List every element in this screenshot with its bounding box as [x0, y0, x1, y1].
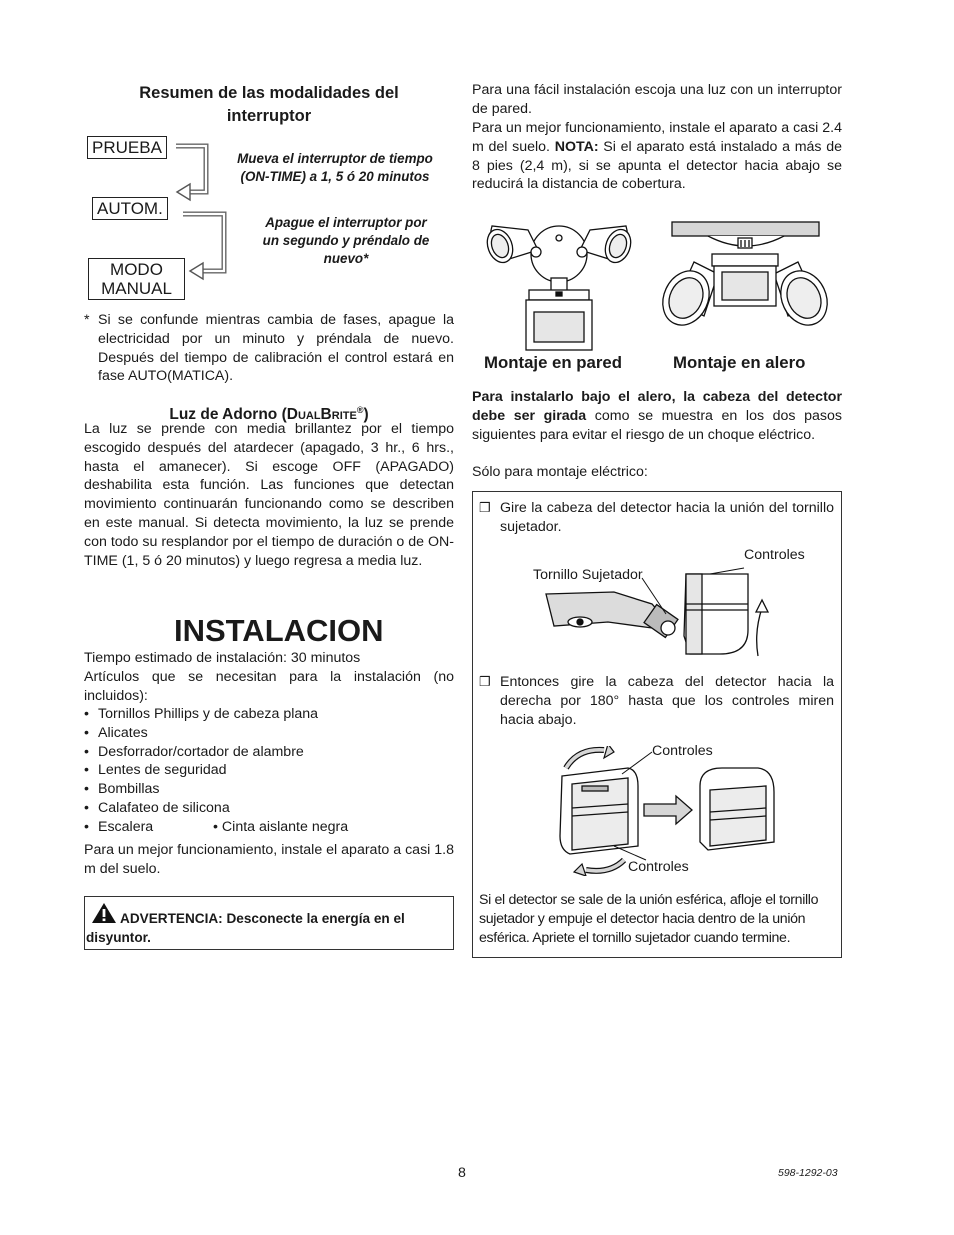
height-note-part-1: Para un mejor funcionamiento, instale el aparato a casi 2.4 m del suelo.: [472, 120, 842, 155]
summary-title-line-1: Resumen de las modalidades del: [139, 84, 399, 102]
dualbrite-body: La luz se prende con media brillantez por el tiempo escogido después del atardecer (apagado, 3 hr., 6 hrs., hasta el amanecer). Si escoge OFF (APAGADO) deshabilita esta función. Las funciones que detectan movimiento continuarán funcionando como se describen en este manual. Si detecta movimiento, la luz se prende con todo su resplandor por el tiempo de duración o de ON-TIME (1, 5 ó 20 minutos) y luego regresa a media luz.: [84, 421, 454, 569]
instruction-1-line-1: Mueva el interruptor de tiempo: [237, 151, 433, 166]
instruction-2-line-2: un segundo y préndalo de: [262, 233, 430, 248]
list-item: [84, 818, 454, 837]
list-item: • Lentes de seguridad: [84, 761, 454, 780]
install-time: Tiempo estimado de instalación: 30 minutos: [84, 650, 361, 666]
dualbrite-brand: DualBrite: [286, 406, 357, 424]
install-items-intro: Artículos que se necesitan para la instalación (no incluidos):: [84, 669, 454, 704]
wall-mount-illustration: [484, 216, 634, 354]
dualbrite-title-close: ): [363, 406, 369, 424]
instruction-2-line-3: nuevo*: [323, 251, 369, 266]
summary-title-line-2: interruptor: [226, 107, 312, 125]
wall-switch-text: Para una fácil instalación escoja una luz con un interruptor de pared.: [472, 82, 842, 117]
instruction-2: [240, 214, 452, 268]
document-code: 598-1292-03: [778, 1167, 838, 1179]
instruction-2-line-1: Apague el interruptor por: [265, 215, 427, 230]
height-note-text: [472, 119, 842, 194]
warning-box: [84, 896, 454, 950]
list-item: • Bombillas: [84, 780, 454, 799]
best-performance-text: Para un mejor funcionamiento, instale el aparato a casi 1.8 m del suelo.: [84, 842, 454, 877]
note-label: NOTA:: [554, 138, 599, 155]
warning-text: ADVERTENCIA: Desconecte la energía en el disyuntor.: [86, 911, 405, 945]
mode-test-box: PRUEBA: [87, 136, 167, 159]
wall-mount-label: Montaje en pared: [484, 353, 623, 372]
screw-label: Tornillo Sujetador: [533, 567, 643, 583]
summary-title: [84, 82, 454, 128]
mode-manual-line-2: MANUAL: [101, 279, 172, 298]
eave-mount-illustration: [658, 220, 832, 332]
step-2-text: Entonces gire la cabeza del detector hacia la derecha por 180° hasta que los controles miren hacia abajo.: [500, 674, 834, 728]
registered-mark: ®: [356, 405, 364, 415]
eave-instructions-rest: como se muestra en los dos pasos siguientes para evitar el riesgo de un choque eléctrico.: [472, 407, 842, 443]
items-list: [84, 705, 454, 837]
dualbrite-title-text: Luz de Adorno (: [169, 406, 287, 424]
page-number: 8: [458, 1165, 466, 1181]
controls-label-3: Controles: [628, 859, 689, 875]
mode-auto-box: AUTOM.: [92, 197, 168, 220]
checkbox-icon: ❒: [479, 500, 491, 515]
list-item: • Calafateo de silicona: [84, 799, 454, 818]
install-heading: INSTALACION: [174, 613, 384, 648]
final-note-text: Si el detector se sale de la unión esférica, afloje el tornillo sujetador y empuje el detector hacia dentro de la unión esférica. Apriete el tornillo sujetador cuando termine.: [479, 892, 819, 946]
mode-manual-box: [88, 258, 185, 300]
eave-mount-label: Montaje en alero: [673, 353, 806, 372]
instruction-1: [218, 150, 452, 186]
step-2-illustration: [552, 746, 792, 876]
height-note-part-2: Si el aparato está instalado a más de 8 pies (2,4 m), si se apunta el detector hacia abajo se reducirá la distancia de cobertura.: [472, 138, 842, 193]
item-tape: Cinta aislante negra: [221, 818, 349, 835]
checkbox-icon: ❒: [479, 674, 491, 689]
list-item: • Tornillos Phillips y de cabeza plana: [84, 705, 454, 724]
item-ladder: Escalera: [98, 818, 154, 835]
list-item: • Desforrador/cortador de alambre: [84, 743, 454, 762]
bullet-glyph: •: [213, 818, 222, 835]
step-1-illustration: [544, 564, 780, 664]
controls-label-2: Controles: [652, 743, 713, 759]
step-1-text: Gire la cabeza del detector hacia la unión del tornillo sujetador.: [500, 500, 834, 535]
eave-instructions-bold: Para instalarlo bajo el alero, la cabeza del detector debe ser girada: [472, 389, 842, 424]
controls-label-1: Controles: [744, 547, 805, 563]
footnote-text: Si se confunde mientras cambia de fases, apague la electricidad por un minuto y préndala de nuevo. Después del tiempo de calibración el control estará en fase AUTO(MATICA).: [98, 312, 454, 385]
footnote-mark: *: [84, 312, 90, 328]
list-item: • Alicates: [84, 724, 454, 743]
mode-manual-line-1: MODO: [110, 260, 163, 279]
electric-only-label: Sólo para montaje eléctrico:: [472, 464, 648, 480]
eave-instructions: [472, 388, 842, 444]
instruction-1-line-2: (ON-TIME) a 1, 5 ó 20 minutos: [240, 169, 430, 184]
